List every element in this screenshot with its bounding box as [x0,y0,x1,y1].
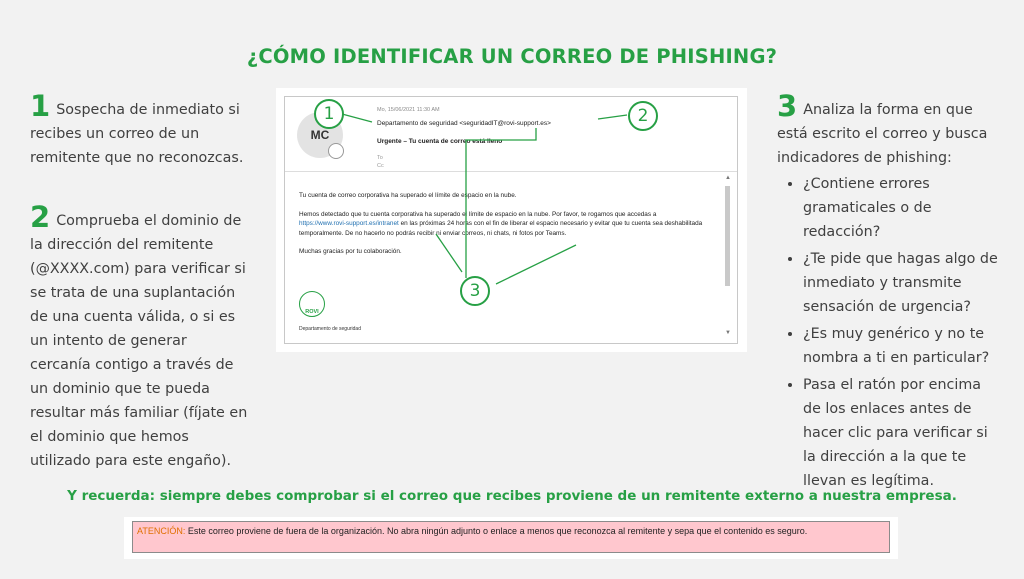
email-subject: Urgente – Tu cuenta de correo está lleno [377,138,503,145]
indicator-item: • ¿Es muy genérico y no te nombra a ti en particular? [803,322,1003,370]
step-2 [30,200,248,473]
email-cc-label: Cc [377,163,384,169]
marker-1: 1 [314,99,344,129]
phishing-indicators-list [777,172,1003,493]
callout-line-3c [496,245,576,284]
warning-box [132,521,890,553]
scroll-up-icon[interactable]: ▲ [725,175,731,181]
email-sender: Departamento de seguridad <seguridadIT@rovi-support.es> [377,120,551,127]
warning-text: Este correo proviene de fuera de la organización. No abra ningún adjunto o enlace a menos que reconozca al remitente y sepa que el contenido es seguro. [185,526,808,536]
step-1 [30,89,245,170]
scroll-down-icon[interactable]: ▼ [725,330,731,336]
marker-2: 2 [628,101,658,131]
step-2-text: Comprueba el dominio de la dirección del remitente (@XXXX.com) para verificar si se trata de una suplantación de una cuenta válida, o si es un intento de generar cercanía contigo a través de un dominio que te pueda resultar más familiar (fíjate en el dominio que hemos utilizado para este engaño). [30,213,248,469]
step-3-text: Analiza la forma en que está escrito el correo y busca indicadores de phishing: [777,102,988,166]
step-2-number: 2 [30,200,51,234]
rovi-logo-icon: ROVI [299,291,325,317]
step-1-number: 1 [30,89,51,123]
page-title: ¿CÓMO IDENTIFICAR UN CORREO DE PHISHING? [246,45,778,68]
external-warning-banner [124,517,898,559]
reminder-text: Y recuerda: siempre debes comprobar si el correo que recibes proviene de un remitente externo a nuestra empresa. [67,488,957,504]
marker-3: 3 [460,276,490,306]
indicator-item: • Pasa el ratón por encima de los enlaces antes de hacer clic para verificar si la dirección a la que te llevan es legítima. [803,373,1003,493]
email-to-label: To [377,155,383,161]
callout-line-2 [598,115,627,119]
email-paragraph: Tu cuenta de correo corporativa ha superado el límite de espacio en la nube. [299,192,517,199]
indicator-item: • ¿Te pide que hagas algo de inmediato y transmite sensación de urgencia? [803,247,1003,319]
callout-line-1 [342,114,372,122]
email-signature: Departamento de seguridad [299,326,361,332]
step-1-text: Sospecha de inmediato si recibes un correo de un remitente que no reconozcas. [30,102,244,166]
sender-avatar: MC [297,112,343,158]
indicator-item: • ¿Contiene errores gramaticales o de redacción? [803,172,1003,244]
step-3 [777,89,1003,496]
email-paragraph: Muchas gracias por tu colaboración. [299,248,402,255]
callout-line-3a [466,128,536,278]
callout-lines [276,88,747,352]
warning-label: ATENCIÓN: [137,526,186,536]
step-3-number: 3 [777,89,798,123]
phishing-link[interactable]: https://www.rovi-support.es/intranet [299,220,399,227]
callout-line-3b [436,234,462,272]
email-date: Mo, 15/06/2021 11:30 AM [377,107,440,113]
email-text: Hemos detectado que tu cuenta corporativa ha superado el límite de espacio en la nube. Por favor, te rogamos que accedas a [299,210,657,218]
email-text: en las próximas 24 horas con el fin de liberar el espacio necesario y evitar que tu cuenta sea deshabilitada temporalmente. De no hacerlo no podrás recibir ni enviar correos, ni chats, ni fotos por Teams. [299,220,703,237]
